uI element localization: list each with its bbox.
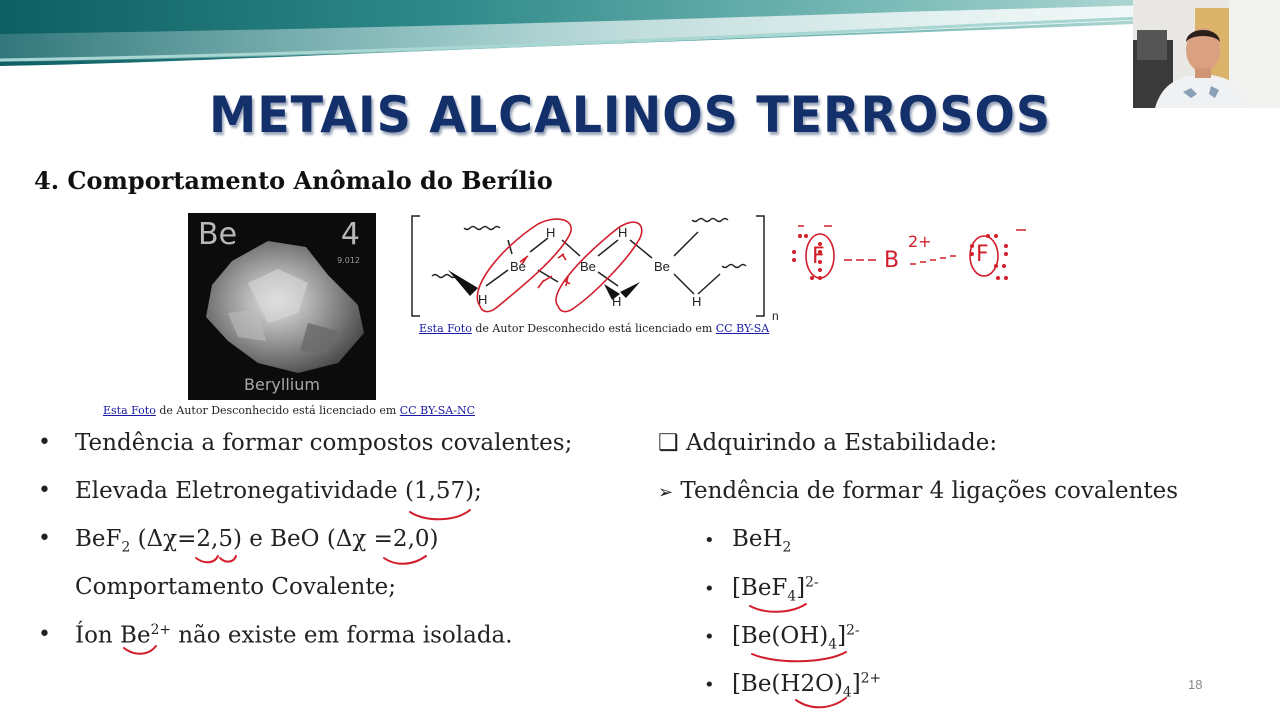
bullet-symbol: • xyxy=(38,430,51,455)
polymer-n-subscript: n xyxy=(772,309,779,323)
formula-text: [Be(OH) xyxy=(731,622,829,649)
lewis-sketch xyxy=(784,222,1044,292)
beryllium-photo xyxy=(188,213,376,400)
photo-credit-text: de Autor Desconhecido está licenciado em xyxy=(155,404,400,417)
stability-heading xyxy=(658,430,997,456)
lewis-right-atom: F xyxy=(976,242,989,267)
formula-charge: 2+ xyxy=(860,670,882,686)
formula-charge: 2- xyxy=(846,622,860,638)
formula-charge: 2- xyxy=(805,574,819,590)
be-atom-2: Be xyxy=(580,259,596,274)
element-atomic-mass: 9.012 xyxy=(337,256,360,265)
lewis-center-atom: B xyxy=(884,248,900,273)
example-item xyxy=(704,622,860,652)
element-name: Beryllium xyxy=(244,375,320,394)
presenter-webcam xyxy=(1133,0,1280,108)
bullet-symbol: • xyxy=(704,578,715,600)
structure-credit-text: de Autor Desconhecido está licenciado em xyxy=(471,322,716,335)
photo-credit xyxy=(103,404,475,417)
bullet-symbol: • xyxy=(704,530,715,551)
presenter-video-frame xyxy=(1133,0,1280,108)
page-number: 18 xyxy=(1188,677,1203,692)
formula-text: BeH xyxy=(731,526,783,552)
formula-subscript: 4 xyxy=(842,684,852,701)
be-ion-rest: não existe em forma isolada. xyxy=(170,622,513,649)
bullet-symbol: • xyxy=(704,674,715,696)
h-atom-3: H xyxy=(478,292,488,307)
example-text xyxy=(731,670,882,701)
formula-bracket: ] xyxy=(851,670,861,697)
electronegativity-text: (Δχ=2,5) e BeO (Δχ =2,0) xyxy=(130,526,439,552)
formula-bracket: ] xyxy=(796,574,806,601)
checkbox-icon: ❑ xyxy=(658,430,679,456)
example-item xyxy=(704,574,819,604)
photo-credit-link[interactable]: Esta Foto xyxy=(103,404,156,417)
formula-subscript: 2 xyxy=(782,539,792,556)
slide-subtitle: 4. Comportamento Anômalo do Berílio xyxy=(34,166,553,195)
example-text xyxy=(731,574,819,605)
list-item-text xyxy=(75,622,513,649)
element-symbol: Be xyxy=(198,217,238,252)
list-item-text xyxy=(75,526,439,556)
photo-license-link[interactable]: CC BY-SA-NC xyxy=(399,404,475,417)
bef2-subscript: 2 xyxy=(121,539,131,556)
h-atom-2: H xyxy=(618,225,628,240)
structure-credit xyxy=(419,322,769,335)
bef2-formula: BeF xyxy=(75,526,122,552)
bullet-symbol: • xyxy=(38,478,51,503)
structure-credit-link[interactable]: Esta Foto xyxy=(419,322,472,335)
be-ion-text: Íon Be xyxy=(75,622,151,649)
stability-subheading xyxy=(658,478,1178,504)
list-item-text: Comportamento Covalente; xyxy=(75,574,396,600)
example-item xyxy=(704,670,881,700)
list-item-text: Elevada Eletronegatividade (1,57); xyxy=(75,478,482,504)
stability-heading-text: Adquirindo a Estabilidade: xyxy=(685,430,998,456)
bullet-symbol: • xyxy=(38,526,51,551)
stability-subheading-text: Tendência de formar 4 ligações covalentes xyxy=(680,478,1179,504)
element-atomic-number: 4 xyxy=(340,217,360,252)
structure-license-link[interactable]: CC BY-SA xyxy=(715,322,770,335)
h-atom-1: H xyxy=(546,225,556,240)
lewis-left-atom: F xyxy=(812,244,825,269)
formula-subscript: 4 xyxy=(787,588,797,605)
be-ion-charge: 2+ xyxy=(150,622,171,638)
slide-title: METAIS ALCALINOS TERROSOS xyxy=(208,86,1051,144)
be-atom-1: Be xyxy=(510,259,526,274)
bullet-symbol: • xyxy=(704,626,715,648)
example-text xyxy=(731,622,860,653)
header-banner xyxy=(0,0,1280,72)
example-item xyxy=(704,526,791,556)
arrow-bullet-icon: ➢ xyxy=(658,482,674,503)
bullet-symbol: • xyxy=(38,622,51,647)
formula-subscript: 4 xyxy=(828,636,838,653)
formula-text: [BeF xyxy=(731,574,788,601)
h-atom-5: H xyxy=(692,294,702,309)
formula-bracket: ] xyxy=(837,622,847,649)
lewis-center-charge: 2+ xyxy=(908,232,932,251)
h-atom-4: H xyxy=(612,294,622,309)
be-atom-3: Be xyxy=(654,259,670,274)
beh2-polymer-structure xyxy=(408,210,788,325)
formula-text: [Be(H2O) xyxy=(731,670,843,697)
list-item-text: Tendência a formar compostos covalentes; xyxy=(75,430,573,456)
example-text xyxy=(731,526,792,556)
